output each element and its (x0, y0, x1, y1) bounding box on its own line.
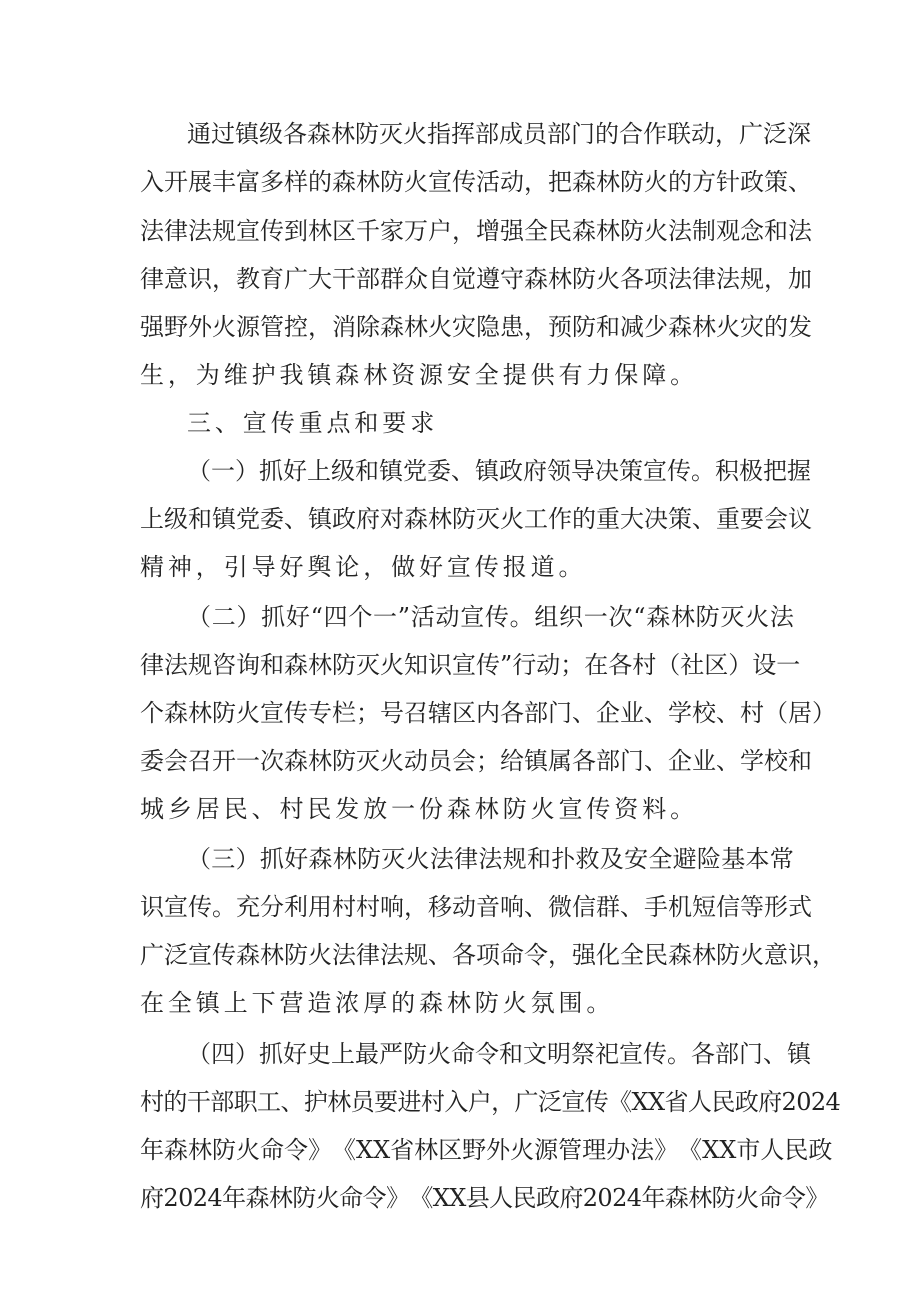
text-line: 强 野 外 火 源 管 控 ， 消 除 森 林 火 灾 隐 患 ， 预 防 和 减 少 森 林 火 灾 的 发 (140, 313, 812, 341)
text-line: 上 级 和 镇 党 委 、 镇 政 府 对 森 林 防 灭 火 工 作 的 重 大 决 策 、 重 要 会 议 (140, 505, 812, 533)
text-line: 年 森 林 防 火 命 令 》 《 XX 省 林 区 野 外 火 源 管 理 办 法 》 《 XX 市 人 民 政 (140, 1136, 833, 1164)
text-line: 村 的 干 部 职 工 、 护 林 员 要 进 村 入 户 ， 广 泛 宣 传 《 XX 省 人 民 政 府 2024 (140, 1088, 841, 1116)
text-line: 委 会 召 开 一 次 森 林 防 灭 火 动 员 会 ； 给 镇 属 各 部 门 、 企 业 、 学 校 和 (140, 747, 812, 775)
text-line: 在全镇上下营造浓厚的森林防火氛围。 (140, 989, 615, 1017)
text-line: （ 一 ） 抓 好 上 级 和 镇 党 委 、 镇 政 府 领 导 决 策 宣 传 。 积 极 把 握 (187, 457, 811, 485)
text-line: 城乡居民、村民发放一份森林防火宣传资料。 (140, 795, 698, 823)
text-line: 法 律 法 规 宣 传 到 林 区 千 家 万 户 ， 增 强 全 民 森 林 防 火 法 制 观 念 和 法 (140, 217, 812, 245)
text-line: 广 泛 宣 传 森 林 防 火 法 律 法 规 、 各 项 命 令 ， 强 化 全 民 森 林 防 火 意 识 ， (140, 941, 836, 969)
text-line: 识 宣 传 。 充 分 利 用 村 村 响 ， 移 动 音 响 、 微 信 群 、 手 机 短 信 等 形 式 (140, 893, 812, 921)
text-line: （ 三 ） 抓 好 森 林 防 灭 火 法 律 法 规 和 扑 救 及 安 全 避 险 基 本 常 (187, 845, 794, 873)
text-line: 律 意 识 ， 教 育 广 大 干 部 群 众 自 觉 遵 守 森 林 防 火 各 项 法 律 法 规 ， 加 (140, 265, 812, 293)
text-line: 入 开 展 丰 富 多 样 的 森 林 防 火 宣 传 活 动 ， 把 森 林 防 火 的 方 针 政 策 、 (140, 168, 812, 196)
text-line: 生，为维护我镇森林资源安全提供有力保障。 (140, 361, 698, 389)
section-heading: 三、宣传重点和要求 (187, 409, 439, 437)
text-line: 个 森 林 防 火 宣 传 专 栏 ； 号 召 辖 区 内 各 部 门 、 企 业 、 学 校 、 村 （ 居 ） (140, 699, 836, 727)
text-line: 律 法 规 咨 询 和 森 林 防 灭 火 知 识 宣 传 ” 行 动 ； 在 各 村 （ 社 区 ） 设 一 (140, 651, 801, 679)
text-line: 府 2024 年 森 林 防 火 命 令 》 《 XX 县 人 民 政 府 2024 年 森 林 防 火 命 令 》 (140, 1184, 829, 1212)
text-line: 通 过 镇 级 各 森 林 防 灭 火 指 挥 部 成 员 部 门 的 合 作 联 动 ， 广 泛 深 (187, 120, 811, 148)
text-line: （ 二 ） 抓 好 “ 四 个 一 ” 活 动 宣 传 。 组 织 一 次 “ 森 林 防 灭 火 法 (187, 603, 794, 631)
text-line: （ 四 ） 抓 好 史 上 最 严 防 火 命 令 和 文 明 祭 祀 宣 传 。 各 部 门 、 镇 (187, 1040, 811, 1068)
text-line: 精神，引导好舆论，做好宣传报道。 (140, 553, 587, 581)
